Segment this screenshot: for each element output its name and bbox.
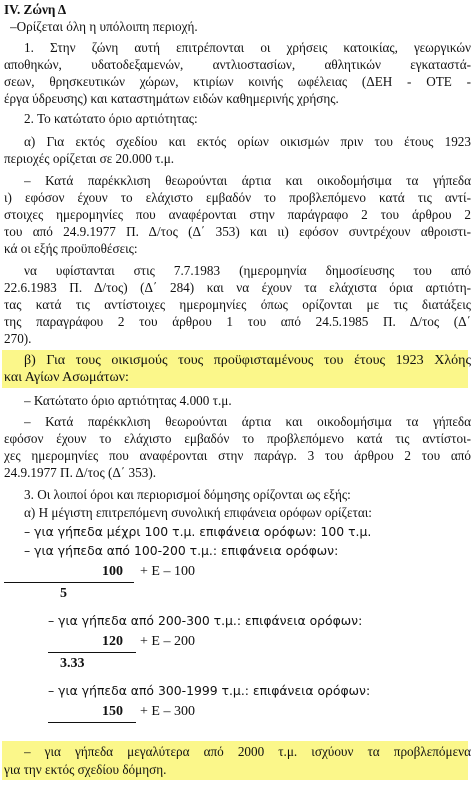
- p2a-dev-line-5: κά οι εξής προϋποθέσεις:: [4, 241, 138, 256]
- p2b-dev-line-3: χες ημερομηνίες που αναφέρονται στην παράγρ. 3 του άρθρου 2 του από: [4, 448, 471, 463]
- p3-title: 3. Οι λοιποί όροι και περιορισμοί δόμησης ορίζονται ως εξής:: [24, 487, 351, 502]
- p2b-dev-line-2: εφόσον έχουν το ελάχιστο εμβαδόν το προβλεπόμενο κατά τις αντίστοι-: [4, 431, 471, 446]
- p2-title: 2. Το κατώτατο όριο αρτιότητας:: [24, 111, 198, 126]
- p3a-item-1: – για γήπεδα μέχρι 100 τ.μ. επιφάνεια ορόφων: 100 τ.μ.: [24, 524, 372, 539]
- p2a-dev-line-1: – Κατά παρέκκλιση θεωρούνται άρτια και οικοδομήσιμα τα γήπεδα: [24, 173, 471, 188]
- p1-line-3: σεων, θρησκευτικών χώρων, κτιρίων κοινής ωφέλειας (ΔΕΗ - ΟΤΕ -: [4, 74, 471, 89]
- formula-3-rest: + Ε – 300: [140, 704, 195, 719]
- p3a-item-3: – για γήπεδα από 200-300 τ.μ.: επιφάνεια ορόφων:: [48, 613, 363, 628]
- p2a-cond-line-4: της παραγράφου 2 του άρθρου 1 του από 24.5.1985 Π. Δ/τος (Δ΄: [4, 314, 471, 329]
- p2a-line-1: α) Για εκτός σχεδίου και εκτός ορίων οικισμών πριν του έτους 1923: [24, 134, 471, 149]
- formula-2: [0, 632, 475, 682]
- p3a-text: α) Η μέγιστη επιτρεπόμενη συνολική επιφάνεια ορόφων ορίζεται:: [24, 505, 372, 520]
- p2a-dev-line-4: του από 24.9.1977 Π. Δ/τος (Δ΄ 353) και ιι) εφόσον συντρέχουν αθροιστι-: [4, 224, 471, 239]
- formula-1-denominator: 5: [60, 586, 67, 601]
- p2b-line-2: και Αγίων Ασωμάτων:: [4, 370, 129, 385]
- p2a-cond-line-1: να υφίστανται στις 7.7.1983 (ημερομηνία δημοσίευσης του από: [24, 263, 471, 278]
- section-heading: IV. Ζώνη Δ: [4, 2, 67, 17]
- formula-3-numerator: 150: [102, 704, 123, 719]
- p2b-line-1: β) Για τους οικισμούς τους προϋφισταμένους του έτους 1923 Χλόης: [24, 353, 471, 368]
- p2b-dev-line-1: – Κατά παρέκκλιση θεωρούνται άρτια και οικοδομήσιμα τα γήπεδα: [24, 414, 471, 429]
- formula-3-bar: [48, 722, 136, 723]
- p2b-min: – Κατώτατο όριο αρτιότητας 4.000 τ.μ.: [24, 393, 232, 408]
- p2b-dev-line-4: 24.9.1977 Π. Δ/τος (Δ΄ 353).: [4, 465, 157, 480]
- p2a-cond-line-2: 22.6.1983 Π. Δ/τος) (Δ΄ 284) και να έχουν τα ελάχιστα όρια αρτιότη-: [4, 280, 471, 295]
- p1-line-4: έργα ύδρευσης) και καταστημάτων ειδών καθημερινής χρήσης.: [4, 91, 339, 106]
- formula-2-rest: + Ε – 200: [140, 634, 195, 649]
- formula-1-numerator: 100: [102, 564, 123, 579]
- formula-2-bar: [48, 652, 136, 653]
- formula-1: [0, 562, 475, 612]
- p2a-cond-line-3: τας κατά τις αντίστοιχες ημερομηνίες όπως ορίζονται με τις διατάξεις: [4, 297, 471, 312]
- intro-text: –Ορίζεται όλη η υπόλοιπη περιοχή.: [10, 19, 198, 34]
- p1-line-2: αποθηκών, υδατοδεξαμενών, αντλιοστασίων, αθλητικών εγκαταστά-: [4, 57, 471, 72]
- formula-1-rest: + Ε – 100: [140, 564, 195, 579]
- final-line-2: για την εκτός σχεδίου δόμηση.: [4, 762, 167, 777]
- formula-2-denominator: 3.33: [60, 656, 85, 671]
- final-line-1: – για γήπεδα μεγαλύτερα από 2000 τ.μ. ισχύουν τα προβλεπόμενα: [24, 744, 471, 759]
- p3a-item-2: – για γήπεδα από 100-200 τ.μ.: επιφάνεια ορόφων:: [24, 543, 339, 558]
- p2a-cond-line-5: 270).: [4, 331, 32, 346]
- formula-1-bar: [4, 582, 134, 583]
- p3a-item-4: – για γήπεδα από 300-1999 τ.μ.: επιφάνεια ορόφων:: [48, 683, 371, 698]
- p1-line-1: 1. Στην ζώνη αυτή επιτρέπονται οι χρήσεις κατοικίας, γεωργικών: [24, 40, 471, 55]
- formula-2-numerator: 120: [102, 634, 123, 649]
- formula-3: [0, 702, 475, 732]
- p2a-dev-line-2: ι) εφόσον έχουν το ελάχιστο εμβαδόν το προβλεπόμενο κατά τις αντί-: [4, 190, 471, 205]
- p2a-dev-line-3: στοιχες ημερομηνίες που αναφέρονται στην παράγραφο 2 του άρθρου 2: [4, 207, 471, 222]
- p2a-line-2: περιοχές ορίζεται σε 20.000 τ.μ.: [4, 151, 175, 166]
